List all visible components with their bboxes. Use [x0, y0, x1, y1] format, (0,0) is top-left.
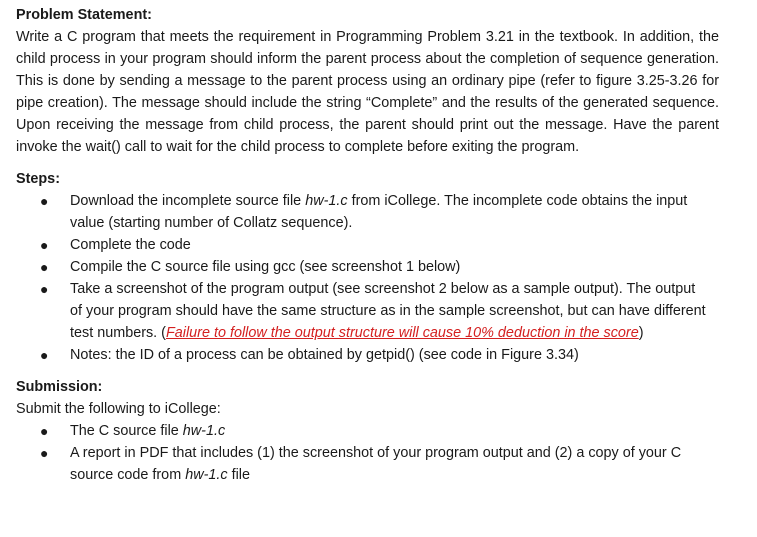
deduction-warning: Failure to follow the output structure will cause 10% deduction in the score: [165, 325, 639, 341]
bullet-icon: ●: [40, 423, 49, 439]
list-item: ● Complete the code: [16, 234, 710, 256]
list-item: ● A report in PDF that includes (1) the screenshot of your program output and (2) a copy of your C source code from hw-1.c file: [16, 442, 710, 486]
problem-paragraph: Write a C program that meets the requirement in Programming Problem 3.21 in the textbook. In addition, the child process in your program should inform the parent process about the completion of sequence generation. This is done by sending a message to the parent process using an ordinary pipe (refer to figure 3.25-3.26 for pipe creation). The message should include the string “Complete” and the results of the generated sequence. Upon receiving the message from child process, the parent should print out the message. Have the parent invoke the wait() call to wait for the child process to complete before exiting the program.: [16, 29, 719, 155]
steps-section: [16, 168, 757, 366]
steps-list: [16, 190, 757, 366]
filename: hw-1.c: [185, 467, 228, 483]
bullet-icon: ●: [40, 259, 49, 275]
list-item: ● Notes: the ID of a process can be obtained by getpid() (see code in Figure 3.34): [16, 344, 710, 366]
submission-section: [16, 376, 757, 486]
submission-intro: Submit the following to iCollege:: [16, 401, 221, 417]
problem-section: [16, 4, 757, 158]
filename: hw-1.c: [182, 423, 226, 439]
list-item: ● Compile the C source file using gcc (see screenshot 1 below): [16, 256, 710, 278]
bullet-icon: ●: [40, 193, 49, 209]
bullet-icon: ●: [40, 445, 49, 461]
filename: hw-1.c: [305, 193, 348, 209]
submission-list: [16, 420, 757, 486]
bullet-icon: ●: [40, 237, 49, 253]
list-item: ● The C source file hw-1.c: [16, 420, 710, 442]
steps-heading: Steps:: [16, 171, 60, 187]
bullet-icon: ●: [40, 347, 49, 363]
submission-heading: Submission:: [16, 379, 103, 395]
list-item: ● Take a screenshot of the program output (see screenshot 2 below as a sample output). The output of your program should have the same structure as in the sample screenshot, but can have different test numbers. (Failure to follow the output structure will cause 10% deduction in the score): [16, 278, 710, 344]
problem-heading: Problem Statement:: [16, 7, 152, 23]
list-item: ● Download the incomplete source file hw-1.c from iCollege. The incomplete code obtains the input value (starting number of Collatz sequence).: [16, 190, 710, 234]
bullet-icon: ●: [40, 281, 49, 297]
